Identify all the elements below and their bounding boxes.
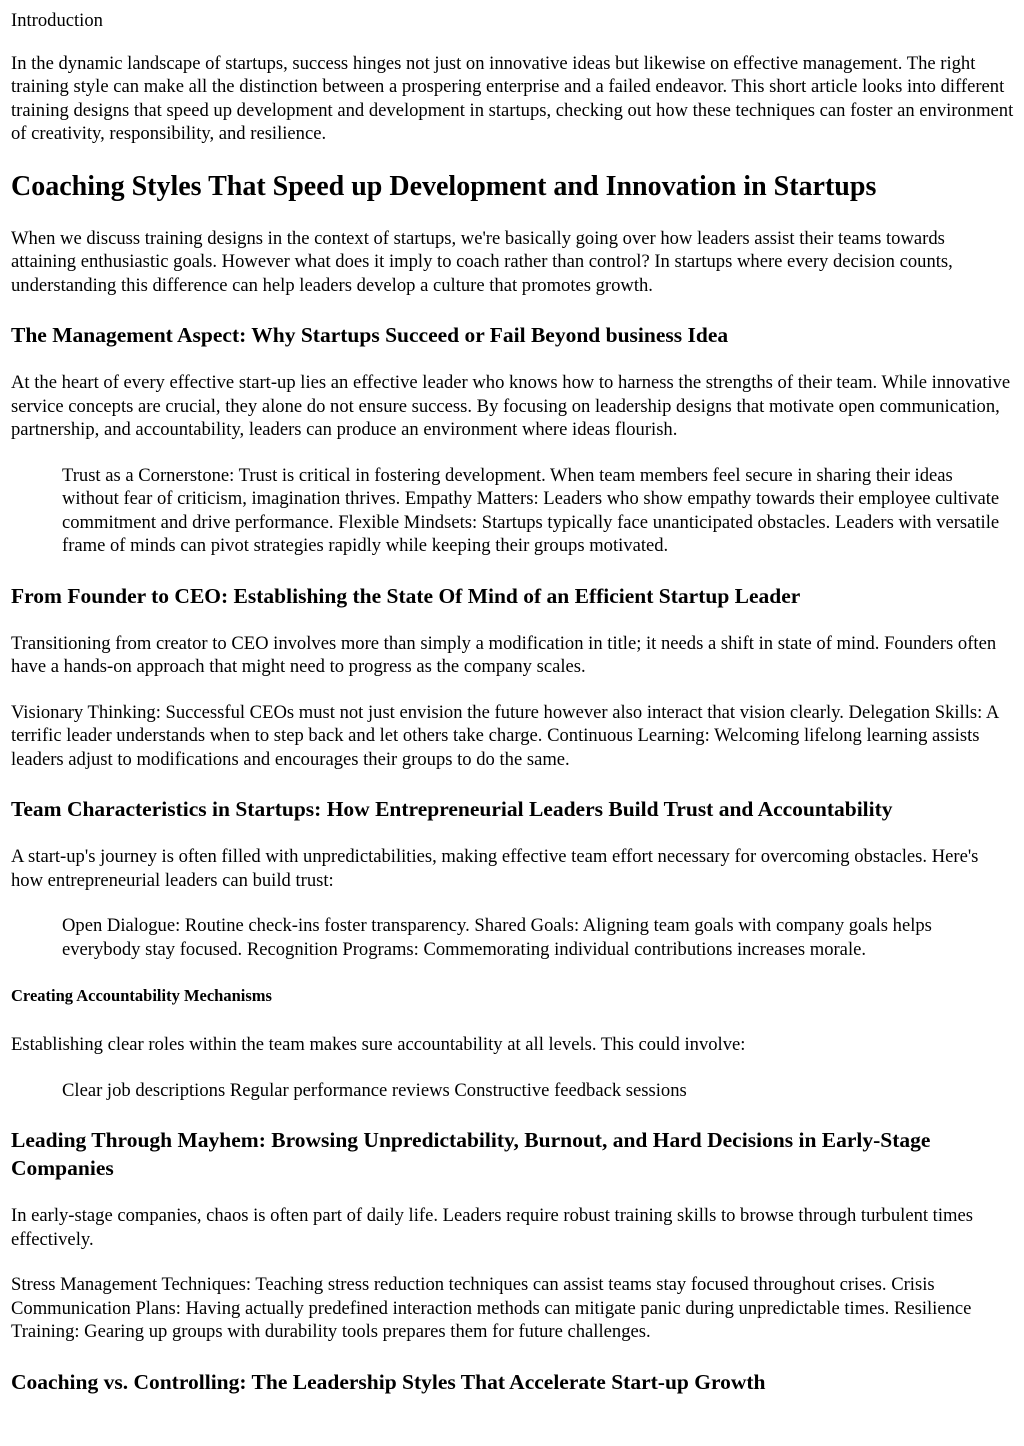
management-heading: The Management Aspect: Why Startups Succeed or Fail Beyond business Idea — [11, 323, 729, 347]
team-heading: Team Characteristics in Startups: How Entrepreneurial Leaders Build Trust and Accountability — [11, 797, 893, 821]
management-paragraph: At the heart of every effective start-up lies an effective leader who knows how to harness the strengths of their team. While innovative service concepts are crucial, they alone do not ensure success. By focusing on leadership designs that motivate open communication, partnership, and accountability, leaders can produce an environment where ideas flourish. — [11, 372, 1011, 440]
accountability-paragraph: Establishing clear roles within the team makes sure accountability at all levels. This could involve: — [11, 1034, 746, 1055]
main-title: Coaching Styles That Speed up Development and Innovation in Startups — [11, 170, 877, 202]
accountability-heading: Creating Accountability Mechanisms — [11, 986, 272, 1005]
management-quote: Trust as a Cornerstone: Trust is critical in fostering development. When team members feel secure in sharing their ideas without fear of criticism, imagination thrives. Empathy Matters: Leaders who show empathy towards their employee cultivate commitment and drive performance. Flexible Mindsets: Startups typically face unanticipated obstacles. Leaders with versatile frame of minds can pivot strategies rapidly while keeping their groups motivated. — [62, 464, 1000, 556]
intro-label: Introduction — [11, 10, 103, 31]
intro-paragraph: In the dynamic landscape of startups, success hinges not just on innovative ideas but likewise on effective management. The right training style can make all the distinction between a prospering enterprise and a failed endeavor. This short article looks into different training designs that speed up development and development in startups, checking out how these techniques can foster an environment of creativity, responsibility, and resilience. — [11, 52, 1014, 144]
team-paragraph: A start-up's journey is often filled with unpredictabilities, making effective team effort necessary for overcoming obstacles. Here's how entrepreneurial leaders can build trust: — [11, 846, 979, 891]
team-quote: Open Dialogue: Routine check-ins foster transparency. Shared Goals: Aligning team goals with company goals helps everybody stay focused. Recognition Programs: Commemorating individual contributions increases morale. — [62, 915, 932, 960]
chaos-heading: Leading Through Mayhem: Browsing Unpredictability, Burnout, and Hard Decisions in Early-Stage Companies — [11, 1128, 931, 1180]
founder-heading: From Founder to CEO: Establishing the State Of Mind of an Efficient Startup Leader — [11, 583, 801, 608]
main-paragraph: When we discuss training designs in the context of startups, we're basically going over how leaders assist their teams towards attaining enthusiastic goals. However what does it imply to coach rather than control? In startups where every decision counts, understanding this difference can help leaders develop a culture that promotes growth. — [11, 227, 953, 296]
accountability-quote: Clear job descriptions Regular performance reviews Constructive feedback sessions — [62, 1079, 687, 1101]
founder-paragraph-1: Transitioning from creator to CEO involves more than simply a modification in title; it needs a shift in state of mind. Founders often have a hands-on approach that might need to progress as the company scales. — [11, 632, 997, 677]
chaos-paragraph-2: Stress Management Techniques: Teaching stress reduction techniques can assist teams stay focused throughout crises. Crisis Communication Plans: Having actually predefined interaction methods can mitigate panic during unpredictable times. Resilience Training: Gearing up groups with durability tools prepares them for future challenges. — [11, 1274, 972, 1342]
chaos-paragraph-1: In early-stage companies, chaos is often part of daily life. Leaders require robust training skills to browse through turbulent times effectively. — [11, 1205, 973, 1250]
coaching-heading: Coaching vs. Controlling: The Leadership Styles That Accelerate Start-up Growth — [11, 1369, 766, 1394]
founder-paragraph-2: Visionary Thinking: Successful CEOs must not just envision the future however also interact that vision clearly. Delegation Skills: A terrific leader understands when to step back and let others take charge. Continuous Learning: Welcoming lifelong learning assists leaders adjust to modifications and encourages their groups to do the same. — [11, 701, 999, 770]
